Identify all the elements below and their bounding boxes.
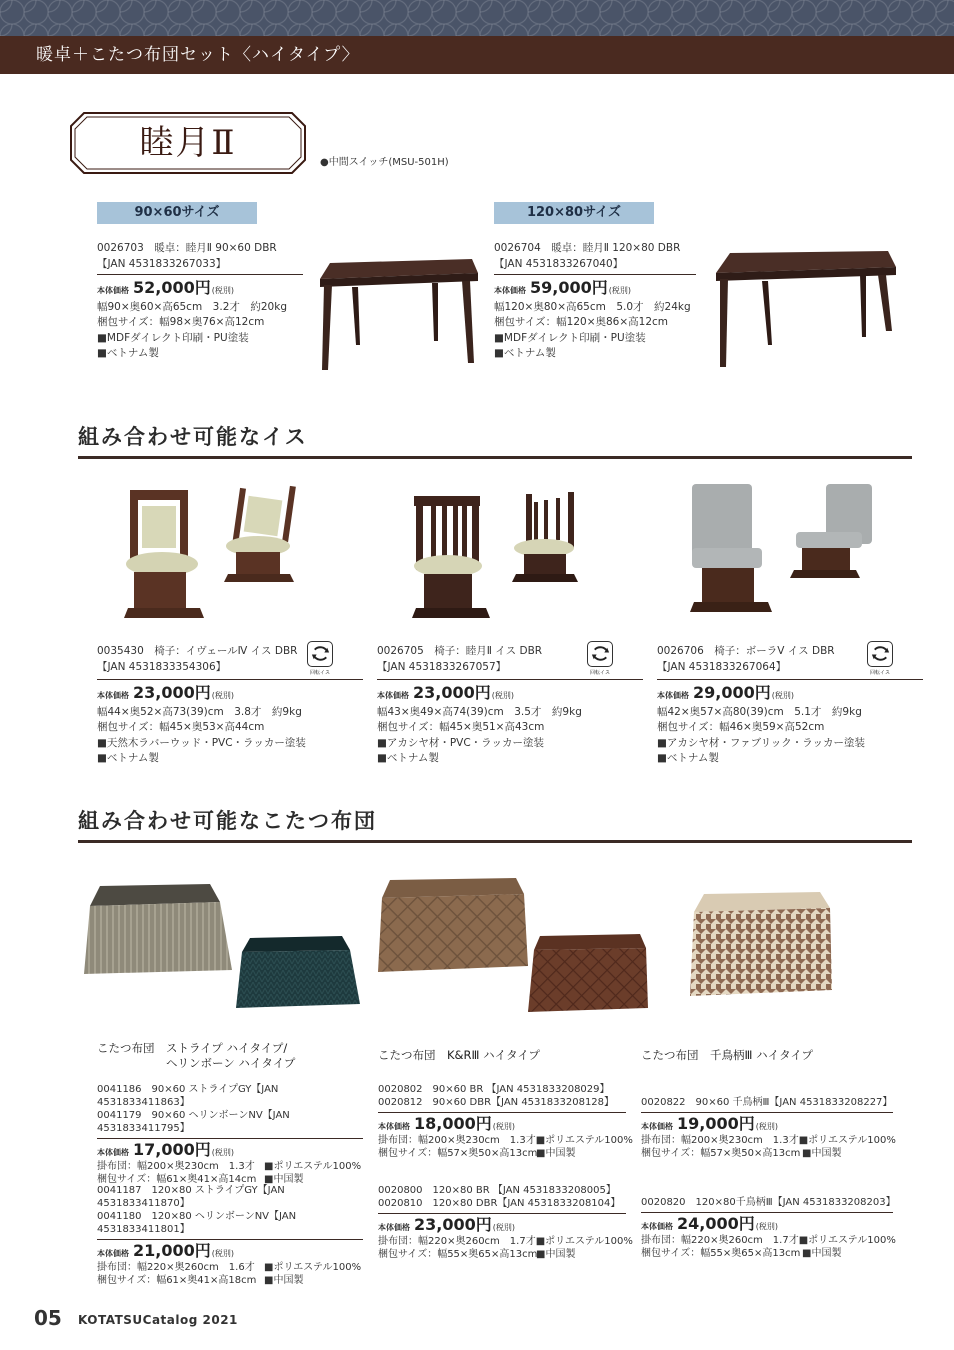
product-code: 0020820 120×80千鳥柄Ⅲ【JAN 4531833208203】	[641, 1197, 896, 1208]
futon-title-chidori	[641, 1048, 813, 1063]
divider	[97, 1138, 363, 1139]
price-label: 本体価格	[657, 691, 689, 700]
jan-code: 【JAN 4531833267040】	[494, 257, 624, 270]
spec-line: 梱包サイズ：幅45×奥53×高44cm	[97, 721, 265, 733]
futon-set-stripe-90x60	[97, 1083, 363, 1186]
table-image-120x80	[710, 245, 900, 375]
divider	[494, 274, 696, 275]
jan-code: 【JAN 4531833267057】	[377, 660, 507, 673]
price-line	[97, 1140, 363, 1159]
spec-row	[641, 1247, 893, 1260]
spec-line: 幅42×奥57×高80(39)cm 5.1才 約9kg	[657, 705, 862, 718]
futon-image-chidori	[686, 884, 836, 1004]
spec-line: ■中国製	[802, 1248, 842, 1259]
spec-line: 梱包サイズ：幅120×奥86×高12cm	[494, 316, 669, 328]
futon-title-line: こたつ布団 千鳥柄Ⅲ ハイタイプ	[641, 1048, 814, 1062]
divider	[377, 679, 643, 680]
price-label: 本体価格	[97, 691, 129, 700]
tax-note: (税別)	[492, 1223, 515, 1232]
divider	[378, 1213, 626, 1214]
spec-line: 梱包サイズ：幅57×奥50×高13cm	[641, 1148, 801, 1159]
spec-line: 梱包サイズ：幅57×奥50×高13cm	[378, 1148, 538, 1159]
jan-code: 【JAN 4531833267033】	[97, 257, 227, 270]
price-value: 29,000円	[693, 683, 771, 702]
price-line	[378, 1215, 626, 1234]
spec-line: ■中国製	[802, 1148, 842, 1159]
tax-note: (税別)	[755, 1122, 778, 1131]
spec-line: ■ベトナム製	[377, 752, 439, 764]
price-value: 17,000円	[133, 1140, 211, 1159]
spec-row	[641, 1147, 893, 1160]
futon-title-line: ヘリンボーン ハイタイプ	[97, 1056, 296, 1070]
tax-note: (税別)	[771, 691, 794, 700]
product-code: 0020800 120×80 BR 【JAN 4531833208005】	[378, 1185, 616, 1196]
page-header	[0, 36, 954, 74]
product-code: 0020822 90×60 千鳥柄Ⅲ【JAN 4531833208227】	[641, 1097, 893, 1108]
spec-line: ■ポリエステル100%	[264, 1161, 362, 1172]
spec-line: ■ポリエステル100%	[535, 1236, 633, 1247]
product-code: 0041179 90×60 ヘリンボーンNV【JAN 4531833411795】	[97, 1110, 290, 1134]
futon-title-kr3	[378, 1048, 540, 1063]
spec-line: ■ポリエステル100%	[264, 1262, 362, 1273]
spec-row	[378, 1147, 626, 1160]
spec-row	[97, 1274, 363, 1287]
rotate-chair-icon	[305, 641, 335, 679]
page-number: 05	[34, 1306, 62, 1330]
size-tag-90x60: 90×60サイズ	[97, 202, 257, 224]
divider	[97, 679, 363, 680]
jan-code: 【JAN 4531833267064】	[657, 660, 787, 673]
price-label: 本体価格	[641, 1222, 673, 1231]
spec-line: ■ポリエステル100%	[798, 1235, 896, 1246]
product-code: 0020812 90×60 DBR【JAN 4531833208128】	[378, 1097, 615, 1108]
table-info-120x80	[494, 241, 696, 362]
price-label: 本体価格	[378, 1122, 410, 1131]
spec-row	[378, 1134, 633, 1147]
futon-title-stripe-herringbone	[97, 1041, 295, 1071]
spec-line: 掛布団：幅220×奥260cm 1.7才	[378, 1236, 536, 1247]
spec-line: ■中国製	[536, 1148, 576, 1159]
spec-line: 梱包サイズ：幅55×奥65×高13cm	[378, 1249, 538, 1260]
spec-line: ■中国製	[264, 1174, 304, 1185]
price-label: 本体価格	[378, 1223, 410, 1232]
spec-line: ■ポリエステル100%	[535, 1135, 633, 1146]
price-label: 本体価格	[494, 286, 526, 295]
price-label: 本体価格	[97, 1148, 129, 1157]
futon-set-kr3-90x60	[378, 1083, 633, 1160]
spec-row	[378, 1248, 626, 1261]
switch-note: ●中間スイッチ(MSU-501H)	[320, 157, 449, 168]
product-code: 0026704 暖卓：睦月Ⅱ 120×80 DBR	[494, 242, 681, 254]
spec-line: ■アカシヤ材・ファブリック・ラッカー塗装	[657, 736, 866, 749]
price-value: 21,000円	[133, 1241, 211, 1260]
product-code: 0020810 120×80 DBR【JAN 4531833208104】	[378, 1198, 621, 1209]
rotate-label: 回転イス	[310, 670, 330, 676]
spec-line: ■ポリエステル100%	[798, 1135, 896, 1146]
spec-line: 梱包サイズ：幅45×奥51×高43cm	[377, 721, 545, 733]
price-line	[378, 1114, 626, 1133]
spec-line: 梱包サイズ：幅46×奥59×高52cm	[657, 721, 825, 733]
jan-code: 【JAN 4531833354306】	[97, 660, 227, 673]
spec-row	[97, 1261, 363, 1274]
spec-line: 梱包サイズ：幅98×奥76×高12cm	[97, 316, 265, 328]
futon-title-line: こたつ布団 ストライプ ハイタイプ/	[97, 1041, 288, 1055]
chair-image-iverle	[118, 484, 310, 626]
spec-line: 幅90×奥60×高65cm 3.2才 約20kg	[97, 300, 287, 313]
futon-set-chidori-120x80	[641, 1196, 896, 1260]
catalog-title: KOTATSUCatalog 2021	[78, 1313, 238, 1327]
price-line	[641, 1214, 893, 1233]
spec-line: ■ベトナム製	[494, 347, 556, 359]
futon-section-heading: 組み合わせ可能なこたつ布団	[78, 805, 912, 843]
futon-title-line: こたつ布団 K&RⅢ ハイタイプ	[378, 1048, 541, 1062]
spec-line: 掛布団：幅200×奥230cm 1.3才	[97, 1161, 255, 1172]
price-line	[377, 685, 643, 704]
divider	[641, 1212, 893, 1213]
spec-line: 梱包サイズ：幅55×奥65×高13cm	[641, 1248, 801, 1259]
divider	[97, 1239, 363, 1240]
rotate-chair-icon	[585, 641, 615, 679]
product-code: 0026706 椅子：ボーラⅤ イス DBR	[657, 645, 835, 657]
spec-row	[641, 1234, 896, 1247]
product-code: 0035430 椅子：イヴェールⅣ イス DBR	[97, 645, 298, 657]
spec-line: 掛布団：幅220×奥260cm 1.6才	[97, 1262, 255, 1273]
spec-line: ■アカシヤ材・PVC・ラッカー塗装	[377, 736, 544, 749]
price-value: 18,000円	[414, 1114, 492, 1133]
price-line	[641, 1114, 893, 1133]
price-line	[97, 280, 303, 299]
price-label: 本体価格	[641, 1122, 673, 1131]
product-code: 0026703 暖卓：睦月Ⅱ 90×60 DBR	[97, 242, 277, 254]
futon-image-kr3	[378, 876, 650, 1022]
price-label: 本体価格	[377, 691, 409, 700]
spec-line: ■MDFダイレクト印刷・PU塗装	[97, 331, 249, 344]
spec-line: ■中国製	[264, 1275, 304, 1286]
futon-set-stripe-120x80	[97, 1184, 363, 1287]
price-line	[657, 685, 923, 704]
price-value: 19,000円	[677, 1114, 755, 1133]
price-line	[97, 685, 363, 704]
tax-note: (税別)	[211, 1148, 234, 1157]
spec-line: 幅120×奥80×高65cm 5.0才 約24kg	[494, 300, 691, 313]
futon-set-chidori-90x60	[641, 1096, 896, 1160]
rotate-arrows-icon	[307, 641, 333, 667]
divider	[657, 679, 923, 680]
spec-row	[641, 1134, 896, 1147]
tax-note: (税別)	[608, 286, 631, 295]
price-value: 23,000円	[133, 683, 211, 702]
tax-note: (税別)	[211, 691, 234, 700]
size-tag-120x80: 120×80サイズ	[494, 202, 654, 224]
rotate-label: 回転イス	[870, 670, 890, 676]
product-code: 0020802 90×60 BR 【JAN 4531833208029】	[378, 1084, 610, 1095]
table-info-90x60	[97, 241, 303, 362]
chair-image-mutsuki	[410, 490, 600, 626]
product-code: 0041186 90×60 ストライプGY【JAN 4531833411863】	[97, 1084, 279, 1108]
spec-line: 梱包サイズ：幅61×奥41×高18cm	[97, 1275, 257, 1286]
product-name-plate	[70, 112, 306, 174]
spec-line: ■ベトナム製	[97, 347, 159, 359]
divider	[97, 274, 303, 275]
product-code: 0041180 120×80 ヘリンボーンNV【JAN 4531833411801】	[97, 1211, 297, 1235]
tax-note: (税別)	[491, 691, 514, 700]
price-label: 本体価格	[97, 1249, 129, 1258]
tax-note: (税別)	[211, 1249, 234, 1258]
price-label: 本体価格	[97, 286, 129, 295]
table-image-90x60	[312, 255, 482, 375]
futon-set-kr3-120x80	[378, 1184, 633, 1261]
spec-line: 幅44×奥52×高73(39)cm 3.8才 約9kg	[97, 705, 302, 718]
spec-line: 掛布団：幅200×奥230cm 1.3才	[378, 1135, 536, 1146]
product-code: 0026705 椅子：睦月Ⅱ イス DBR	[377, 645, 543, 657]
tax-note: (税別)	[492, 1122, 515, 1131]
price-value: 24,000円	[677, 1214, 755, 1233]
chair-image-bora	[686, 482, 882, 628]
rotate-arrows-icon	[867, 641, 893, 667]
rotate-chair-icon	[865, 641, 895, 679]
divider	[378, 1112, 626, 1113]
spec-line: 幅43×奥49×高74(39)cm 3.5才 約9kg	[377, 705, 582, 718]
spec-line: ■天然木ラバーウッド・PVC・ラッカー塗装	[97, 736, 306, 749]
spec-line: 掛布団：幅200×奥230cm 1.3才	[641, 1135, 799, 1146]
spec-line: ■ベトナム製	[97, 752, 159, 764]
price-value: 23,000円	[413, 683, 491, 702]
price-line	[97, 1241, 363, 1260]
product-name: 睦月Ⅱ	[139, 123, 237, 163]
tax-note: (税別)	[211, 286, 234, 295]
rotate-label: 回転イス	[590, 670, 610, 676]
spec-row	[378, 1235, 633, 1248]
page-header-title: 暖卓＋こたつ布団セット〈ハイタイプ〉	[36, 45, 360, 65]
price-line	[494, 280, 696, 299]
decorative-pattern-band	[0, 0, 954, 36]
rotate-arrows-icon	[587, 641, 613, 667]
price-value: 59,000円	[530, 278, 608, 297]
chairs-section-heading: 組み合わせ可能なイス	[78, 421, 912, 459]
divider	[641, 1112, 893, 1113]
product-code: 0041187 120×80 ストライプGY【JAN 4531833411870】	[97, 1185, 285, 1209]
spec-row	[97, 1160, 363, 1173]
tax-note: (税別)	[755, 1222, 778, 1231]
futon-image-stripe-herringbone	[82, 880, 362, 1020]
spec-line: ■MDFダイレクト印刷・PU塗装	[494, 331, 646, 344]
spec-line: 掛布団：幅220×奥260cm 1.7才	[641, 1235, 799, 1246]
spec-line: ■中国製	[536, 1249, 576, 1260]
spec-line: 梱包サイズ：幅61×奥41×高14cm	[97, 1174, 257, 1185]
spec-line: ■ベトナム製	[657, 752, 719, 764]
price-value: 52,000円	[133, 278, 211, 297]
price-value: 23,000円	[414, 1215, 492, 1234]
